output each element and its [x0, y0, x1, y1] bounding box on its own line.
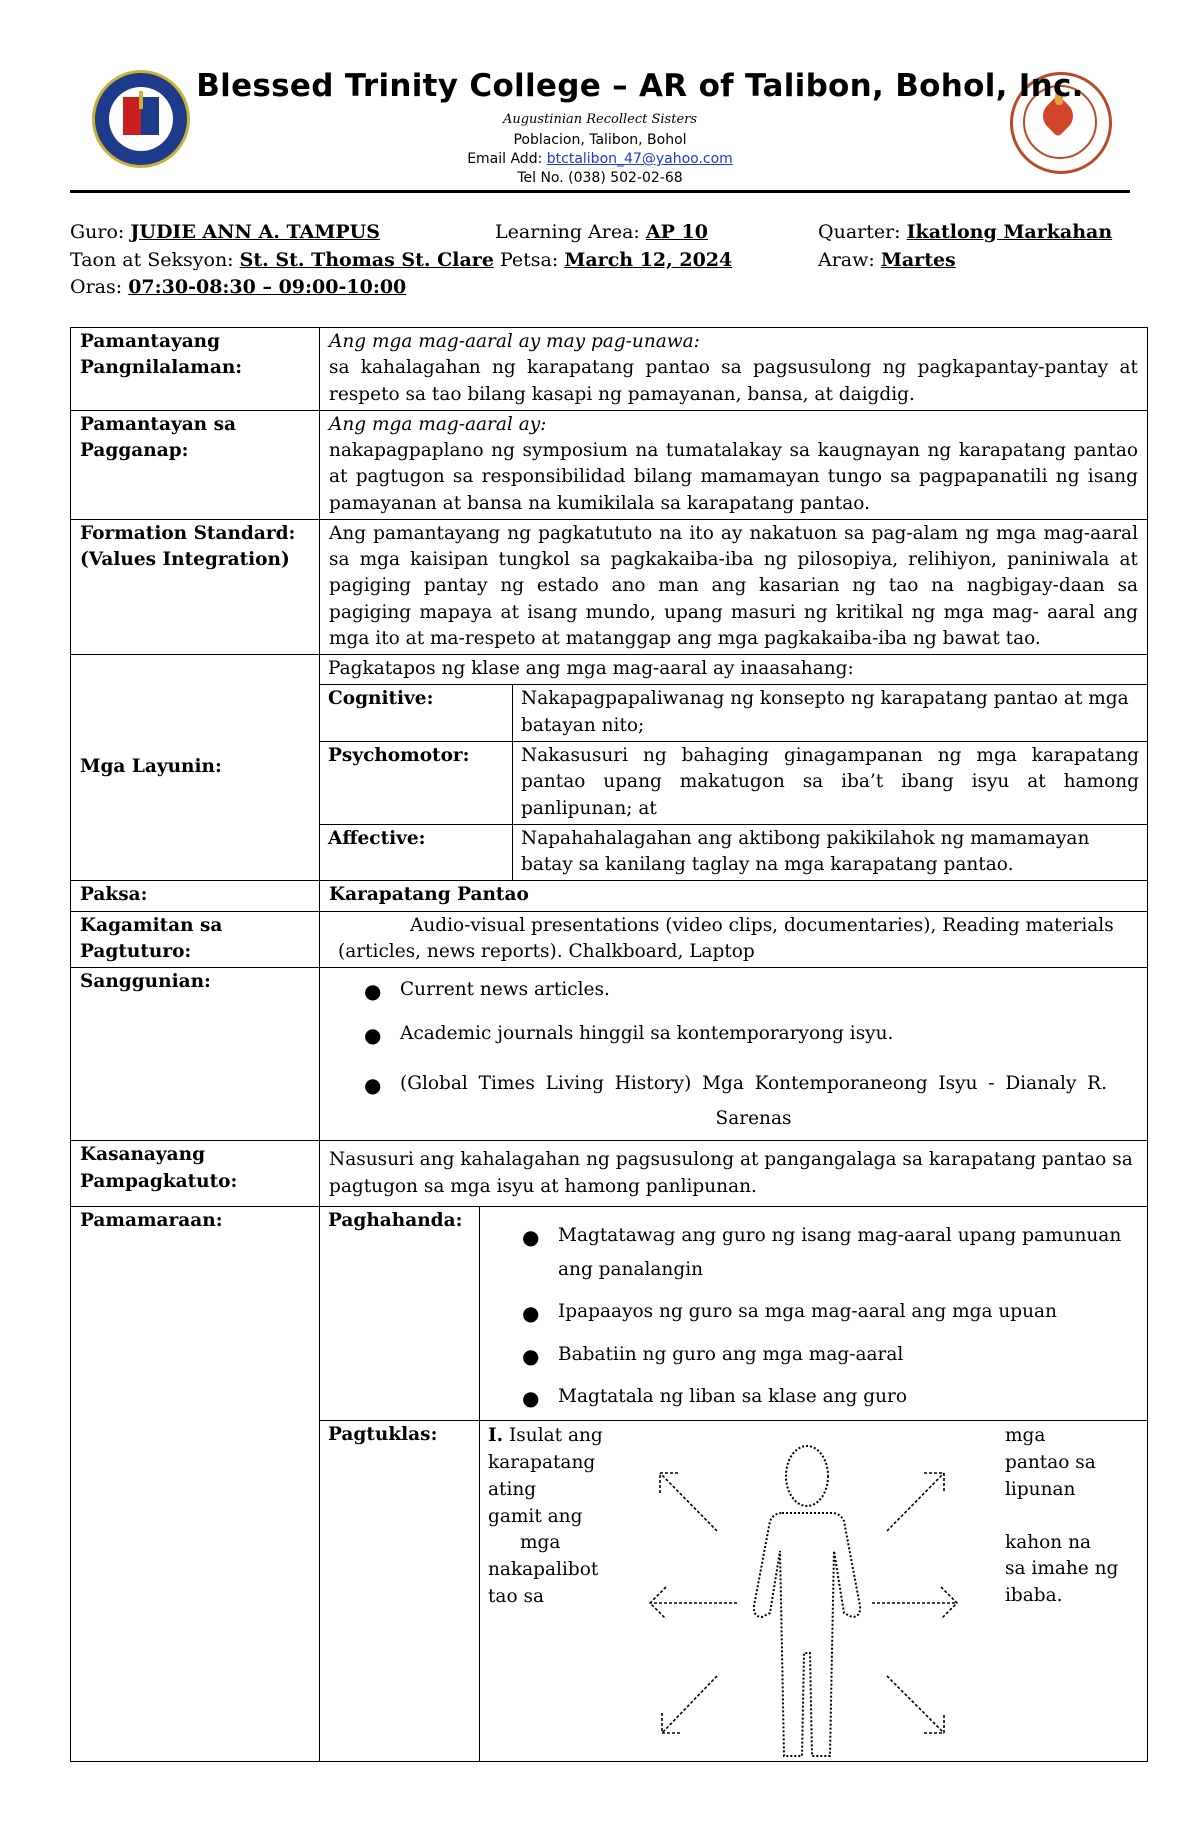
date-info [500, 249, 732, 271]
materials-text: Audio-visual presentations (video clips, documentaries), Reading materials (articles, news reports). Chalkboard, Laptop [320, 911, 1148, 968]
formation-standard-text: Ang pamantayang ng pagkatututo na ito ay nakatuon sa pag-alam ng mga mag-aaral sa mga kaisipan tungkol sa pagkakaiba-iba ng pilosopiya, relihiyon, paniniwala at pagiging pantay ng estado ano man ang kasarian ng tao na nagbigay-daan sa pagiging mapaya at isang mundo, upang masuri ng kritikal ng mga mag- aaral ang mga ito at ma-respeto at matanggap ang mga pagkakaiba-iba ng bawat tao. [320, 519, 1148, 654]
exploration-cell [480, 1421, 1148, 1762]
quarter-info [818, 221, 1112, 243]
references-label: Sanggunian: [71, 968, 320, 1141]
lesson-plan-table [70, 327, 1148, 1762]
time-label: Oras: [70, 276, 123, 298]
exploration-line: kahon na [1005, 1531, 1092, 1553]
row-references [71, 968, 1148, 1141]
header-divider [70, 190, 1130, 193]
content-standard-lead: Ang mga mag-aaral ay may pag-unawa: [329, 331, 700, 352]
performance-standard-lead: Ang mga mag-aaral ay: [329, 413, 547, 435]
day-label: Araw: [818, 249, 875, 271]
exploration-line: tao sa [488, 1585, 545, 1607]
preparation-item: ● Magtatawag ang guro ng isang mag-aaral upang pamunuan ang panalangin [514, 1219, 1135, 1287]
preparation-item: ● Ipapaayos ng guro sa mga mag-aaral ang mga upuan [514, 1295, 1135, 1329]
formation-standard-label: Formation Standard: (Values Integration) [71, 519, 320, 654]
exploration-line: pantao sa [1005, 1451, 1096, 1473]
exploration-line: mga [1005, 1425, 1046, 1447]
exploration-line: gamit ang [488, 1505, 583, 1527]
email-label: Email Add: [467, 151, 543, 167]
row-content-standard [71, 328, 1148, 411]
section-label: Taon at Seksyon: [70, 249, 234, 271]
quarter-value: Ikatlong Markahan [906, 221, 1113, 243]
preparation-cell [480, 1207, 1148, 1421]
day-info [818, 249, 956, 271]
row-procedure [71, 1207, 1148, 1762]
person-arrows-diagram [622, 1421, 986, 1761]
teacher-info [70, 221, 380, 243]
performance-standard-label: Pamantayan sa Pagganap: [71, 410, 320, 519]
email-line [0, 151, 1200, 167]
exploration-area [480, 1421, 1147, 1761]
objectives-cell [320, 655, 1148, 881]
exploration-line: mga [520, 1532, 561, 1554]
preparation-label: Paghahanda: [320, 1207, 480, 1421]
row-topic [71, 881, 1148, 911]
time-value: 07:30-08:30 – 09:00-10:00 [128, 276, 407, 298]
psychomotor-label: Psychomotor: [320, 741, 513, 824]
performance-standard-cell [320, 410, 1148, 519]
exploration-label: Pagtuklas: [320, 1421, 480, 1762]
teacher-name: JUDIE ANN A. TAMPUS [130, 221, 380, 243]
exploration-number: I. [488, 1425, 504, 1447]
email-link[interactable]: btctalibon_47@yahoo.com [546, 151, 733, 167]
reference-item: ● Current news articles. [356, 978, 1107, 1002]
date-label: Petsa: [500, 249, 559, 271]
reference-item: ● (Global Times Living History) Mga Kontemporaneong Isyu - Dianaly R. Sarenas [356, 1066, 1107, 1136]
reference-item: ● Academic journals hinggil sa kontemporaryong isyu. [356, 1022, 1107, 1046]
section-value: St. St. Thomas St. Clare [239, 249, 494, 271]
content-standard-label: Pamantayang Pangnilalaman: [71, 328, 320, 411]
affective-label: Affective: [320, 824, 513, 880]
school-motto: Augustinian Recollect Sisters [502, 112, 698, 127]
references-list [356, 978, 1107, 1136]
topic-text: Karapatang Pantao [320, 881, 1148, 911]
preparation-list [514, 1219, 1135, 1414]
learning-area-info [495, 221, 708, 243]
exploration-line [1005, 1504, 1135, 1530]
performance-standard-text: nakapagpaplano ng symposium na tumatalakay sa kaugnayan ng karapatang pantao at pagtugon sa responsibilidad bilang mamamayan tungo sa pagpapanatili ng isang pamayanan at bansa na kumikilala sa karapatang pantao. [329, 440, 1138, 514]
row-materials [71, 911, 1148, 968]
row-objectives [71, 655, 1148, 881]
content-standard-text: sa kahalagahan ng karapatang pantao sa pagsusulong ng pagkapantay-pantay at respeto sa tao bilang kasapi ng pamayanan, bansa, at daigdig. [329, 357, 1138, 405]
school-address: Poblacion, Talibon, Bohol [513, 132, 687, 148]
objectives-intro: Pagkatapos ng klase ang mga mag-aaral ay inaasahang: [320, 655, 1147, 685]
exploration-line: Isulat ang [509, 1425, 603, 1447]
row-competency [71, 1141, 1148, 1207]
cognitive-label: Cognitive: [320, 685, 513, 742]
row-formation-standard [71, 519, 1148, 654]
exploration-line: lipunan [1005, 1478, 1076, 1500]
day-value: Martes [880, 249, 956, 271]
row-performance-standard [71, 410, 1148, 519]
topic-label: Paksa: [71, 881, 320, 911]
objectives-table [320, 655, 1147, 880]
exploration-line: ibaba. [1005, 1585, 1063, 1607]
affective-text: Napahahalagahan ang aktibong pakikilahok ng mamamayan batay sa kanilang taglay na mga karapatang pantao. [513, 824, 1148, 880]
preparation-item: ● Magtatala ng liban sa klase ang guro [514, 1380, 1135, 1414]
exploration-text-left [488, 1423, 608, 1611]
procedure-table [320, 1207, 1147, 1761]
learning-area-value: AP 10 [645, 221, 708, 243]
preparation-item: ● Babatiin ng guro ang mga mag-aaral [514, 1338, 1135, 1372]
content-standard-cell [320, 328, 1148, 411]
cognitive-text: Nakapagpapaliwanag ng konsepto ng karapatang pantao at mga batayan nito; [513, 685, 1148, 742]
psychomotor-text: Nakasusuri ng bahaging ginagampanan ng mga karapatang pantao upang makatugon sa iba’t ibang isyu at hamong panlipunan; at [513, 741, 1148, 824]
date-value: March 12, 2024 [564, 249, 733, 271]
exploration-line: karapatang [488, 1451, 596, 1473]
competency-text: Nasusuri ang kahalagahan ng pagsusulong at pangangalaga sa karapatang pantao sa pagtugon sa mga isyu at hamong panlipunan. [320, 1141, 1148, 1207]
procedure-label: Pamamaraan: [71, 1207, 320, 1762]
telephone: Tel No. (038) 502-02-68 [517, 170, 683, 186]
exploration-line: ating [488, 1478, 537, 1500]
quarter-label: Quarter: [818, 221, 901, 243]
learning-area-label: Learning Area: [495, 221, 640, 243]
teacher-label: Guro: [70, 221, 125, 243]
references-cell [320, 968, 1148, 1141]
competency-label: Kasanayang Pampagkatuto: [71, 1141, 320, 1207]
procedure-cell [320, 1207, 1148, 1762]
objectives-label: Mga Layunin: [71, 655, 320, 881]
materials-label: Kagamitan sa Pagtuturo: [71, 911, 320, 968]
time-info [70, 276, 406, 298]
exploration-line: sa imahe ng [1005, 1558, 1119, 1580]
section-info [70, 249, 494, 271]
school-name: Blessed Trinity College – AR of Talibon, Bohol, Inc. [196, 68, 1084, 104]
exploration-text-right [1005, 1423, 1135, 1610]
exploration-line: nakapalibot [488, 1559, 599, 1581]
